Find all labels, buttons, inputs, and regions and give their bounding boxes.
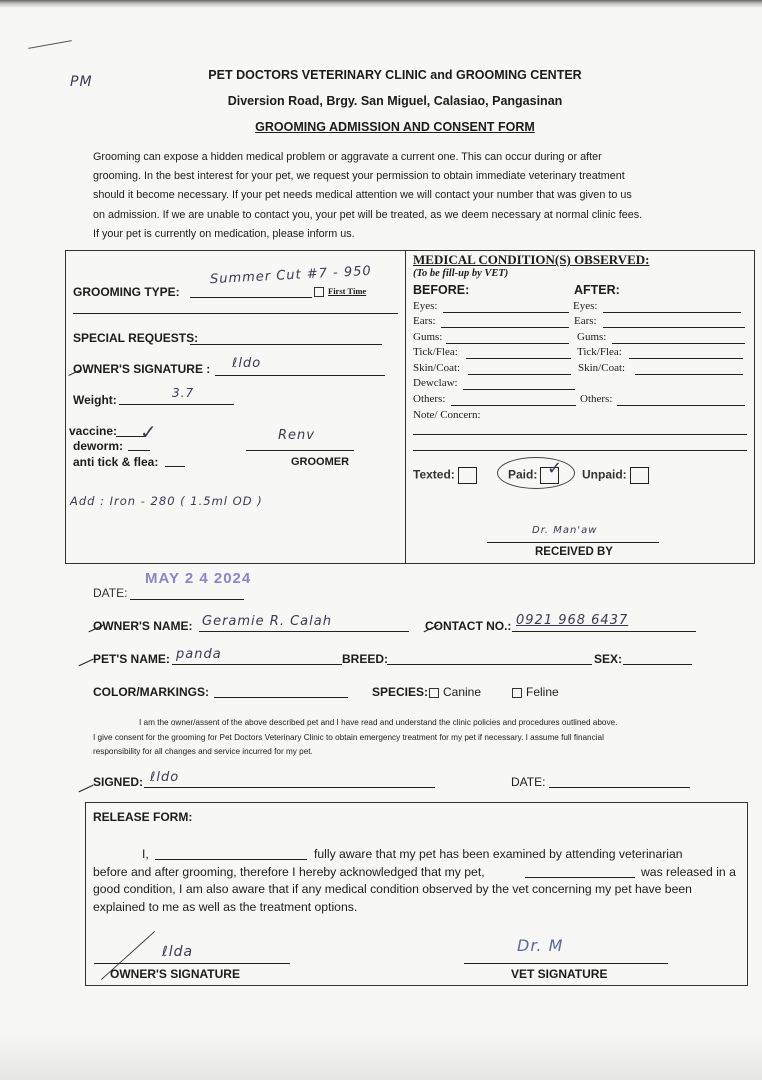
- release-i: I,: [142, 847, 149, 861]
- intro-line: on admission. If we are unable to contact you, your pet will be treated, as we deem necessary at normal clinic fees.: [93, 208, 643, 221]
- received-by-line: [487, 542, 659, 543]
- before-label: BEFORE:: [413, 283, 470, 297]
- note-line-2: [413, 450, 747, 451]
- after-label: AFTER:: [574, 283, 620, 297]
- special-requests-line: [190, 344, 382, 345]
- signed-line: [144, 787, 435, 788]
- consent-text: [93, 716, 705, 760]
- consent-line: I give consent for the grooming for Pet Doctors Veterinary Clinic to obtain emergency treatment for my pet if necessary. I assume full financial: [93, 732, 604, 742]
- before-others: Others:: [413, 393, 446, 405]
- species-label: SPECIES:: [372, 685, 429, 699]
- before-ears: Ears:: [413, 315, 436, 327]
- release-line2-start: before and after grooming, therefore I hereby acknowledged that my pet,: [93, 864, 485, 879]
- before-tickflea-line: [466, 358, 571, 359]
- after-ears-line: [603, 327, 745, 328]
- weight-value[interactable]: 3.7: [172, 386, 195, 400]
- owner-sig-line: [94, 963, 290, 964]
- groomer-name[interactable]: Renv: [278, 428, 315, 443]
- signed-value[interactable]: ℓldo: [150, 770, 180, 785]
- first-time-checkbox[interactable]: [314, 287, 324, 297]
- clinic-address: Diversion Road, Brgy. San Miguel, Calasiao, Pangasinan: [227, 94, 563, 108]
- breed-label: BREED:: [342, 652, 389, 666]
- add-note[interactable]: Add : Iron - 280 ( 1.5ml OD ): [70, 494, 263, 508]
- after-eyes: Eyes:: [573, 300, 598, 312]
- intro-line: Grooming can expose a hidden medical problem or aggravate a current one. This can occur during or after: [93, 151, 602, 163]
- before-skincoat: Skin/Coat:: [413, 362, 461, 374]
- medical-subtitle: (To be fill-up by VET): [413, 268, 509, 279]
- feline-label: Feline: [526, 685, 559, 699]
- after-skincoat: Skin/Coat:: [578, 362, 626, 374]
- vaccine-label: vaccine:: [69, 424, 118, 438]
- before-skincoat-line: [468, 374, 571, 375]
- release-line-3: good condition, I am also aware that if any medical condition observed by the vet concerning my pet have been: [93, 882, 692, 896]
- groomer-line: [246, 450, 354, 451]
- grooming-type-value[interactable]: Summer Cut #7 - 950: [209, 263, 373, 288]
- release-pet-line[interactable]: [525, 877, 635, 878]
- tick-mark-pet: [79, 659, 94, 667]
- color-line: [214, 697, 348, 698]
- deworm-line: [128, 450, 150, 451]
- owner-name-line: [199, 631, 409, 632]
- intro-line: If your pet is currently on medication, please inform us.: [93, 227, 355, 240]
- antitick-label: anti tick & flea:: [73, 455, 159, 469]
- after-gums-line: [612, 343, 745, 344]
- grooming-type-label: GROOMING TYPE:: [73, 285, 180, 299]
- before-tickflea: Tick/Flea:: [413, 346, 458, 358]
- tick-mark-signed: [79, 785, 94, 793]
- deworm-check[interactable]: ✓: [140, 420, 158, 444]
- first-time-label: First Time: [328, 286, 367, 296]
- release-line-1: [93, 846, 745, 864]
- grooming-type-line-2: [73, 313, 398, 314]
- after-skincoat-line: [635, 374, 743, 375]
- contact-label: CONTACT NO.:: [425, 619, 512, 633]
- release-line2-end: was released in a: [641, 864, 736, 879]
- deworm-label: deworm:: [73, 439, 124, 453]
- canine-label: Canine: [443, 685, 482, 699]
- weight-line: [119, 404, 234, 405]
- before-eyes-line: [443, 312, 569, 313]
- sex-label: SEX:: [594, 652, 623, 666]
- vet-sig-label: VET SIGNATURE: [511, 967, 608, 981]
- before-ears-line: [441, 327, 569, 328]
- contact-line: [512, 631, 696, 632]
- intro-line: grooming. In the best interest for your pet, we request your permission to obtain immediate veterinary treatment: [93, 170, 625, 183]
- groomer-label: GROOMER: [291, 456, 350, 468]
- pet-name-label: PET'S NAME:: [93, 652, 170, 666]
- consent-line: I am the owner/assent of the above described pet and I have read and understand the clinic policies and procedures outlined above.: [139, 718, 618, 727]
- date-label: DATE:: [93, 586, 128, 600]
- release-line-2: [93, 864, 745, 882]
- vet-sig[interactable]: Dr. M: [517, 936, 564, 955]
- after-eyes-line: [603, 312, 741, 313]
- date-stamp: MAY 2 4 2024: [145, 570, 252, 587]
- received-by-name[interactable]: Dr. Man'aw: [532, 525, 598, 536]
- consent-date-line: [549, 787, 690, 788]
- scan-bottom-shade: [0, 1030, 762, 1080]
- owner-signature-line: [215, 375, 385, 376]
- after-others-line: [617, 405, 745, 406]
- medical-title: MEDICAL CONDITION(S) OBSERVED:: [413, 252, 650, 267]
- before-gums: Gums:: [413, 331, 443, 343]
- owner-name-value[interactable]: Geramie R. Calah: [202, 614, 332, 629]
- consent-date-label: DATE:: [511, 775, 546, 789]
- before-eyes: Eyes:: [413, 300, 438, 312]
- special-requests-label: SPECIAL REQUESTS:: [73, 331, 199, 345]
- color-label: COLOR/MARKINGS:: [93, 685, 209, 699]
- consent-line: responsibility for all changes and service incurred for my pet.: [93, 747, 313, 756]
- feline-checkbox[interactable]: [512, 688, 522, 698]
- pen-stroke: [28, 40, 72, 49]
- sex-line: [623, 664, 692, 665]
- pet-name-line: [172, 664, 342, 665]
- canine-checkbox[interactable]: [429, 688, 439, 698]
- after-tickflea-line: [629, 358, 743, 359]
- unpaid-label: Unpaid:: [582, 467, 627, 482]
- note-line-1: [413, 434, 747, 435]
- release-line-4: explained to me as well as the treatment options.: [93, 899, 358, 914]
- texted-option[interactable]: [413, 467, 477, 484]
- pet-name-value[interactable]: panda: [176, 647, 222, 662]
- unpaid-checkbox[interactable]: [630, 467, 649, 484]
- date-line: [130, 599, 244, 600]
- before-gums-line: [446, 343, 569, 344]
- after-tickflea: Tick/Flea:: [577, 346, 622, 358]
- release-name-line[interactable]: [155, 859, 307, 860]
- clinic-name: PET DOCTORS VETERINARY CLINIC and GROOMING CENTER: [208, 68, 582, 82]
- before-dewclaw-line: [463, 389, 575, 390]
- owner-name-label: OWNER'S NAME:: [93, 619, 193, 633]
- column-divider: [405, 250, 406, 564]
- intro-paragraph: [93, 148, 713, 244]
- after-ears: Ears:: [574, 315, 597, 327]
- note-concern: Note/ Concern:: [413, 409, 481, 421]
- first-time-option[interactable]: [314, 286, 366, 297]
- release-title: RELEASE FORM:: [93, 810, 193, 824]
- before-dewclaw: Dewclaw:: [413, 377, 458, 389]
- species-canine-option[interactable]: [429, 685, 481, 699]
- texted-checkbox[interactable]: [458, 467, 477, 484]
- weight-label: Weight:: [73, 393, 117, 407]
- grooming-type-line: [190, 297, 312, 298]
- texted-label: Texted:: [413, 467, 455, 482]
- breed-line: [387, 664, 592, 665]
- paid-label: Paid:: [508, 467, 538, 482]
- margin-note: PM: [70, 74, 93, 90]
- owner-signature-label: OWNER'S SIGNATURE :: [73, 362, 211, 376]
- antitick-line: [165, 466, 185, 467]
- release-owner-sig[interactable]: ℓlda: [162, 944, 194, 960]
- before-others-line: [451, 405, 576, 406]
- scan-top-edge: [0, 0, 762, 8]
- contact-value[interactable]: 0921 968 6437: [516, 613, 629, 628]
- release-paragraph: [93, 846, 745, 916]
- release-line1-end: fully aware that my pet has been examined by attending veterinarian: [314, 847, 683, 861]
- signed-label: SIGNED:: [93, 775, 144, 789]
- species-feline-option[interactable]: [512, 685, 559, 699]
- vet-sig-line: [464, 963, 668, 964]
- owner-signature-value[interactable]: ℓldo: [232, 356, 262, 371]
- form-title: GROOMING ADMISSION AND CONSENT FORM: [255, 120, 535, 134]
- after-gums: Gums:: [577, 331, 607, 343]
- paid-check: ✓: [547, 458, 564, 479]
- received-by-label: RECEIVED BY: [535, 546, 613, 558]
- owner-sig-label: OWNER'S SIGNATURE: [110, 967, 240, 981]
- after-others: Others:: [580, 393, 613, 405]
- intro-line: should it become necessary. If your pet needs medical attention we will contact your number that was given to us: [93, 189, 632, 202]
- unpaid-option[interactable]: [582, 467, 649, 484]
